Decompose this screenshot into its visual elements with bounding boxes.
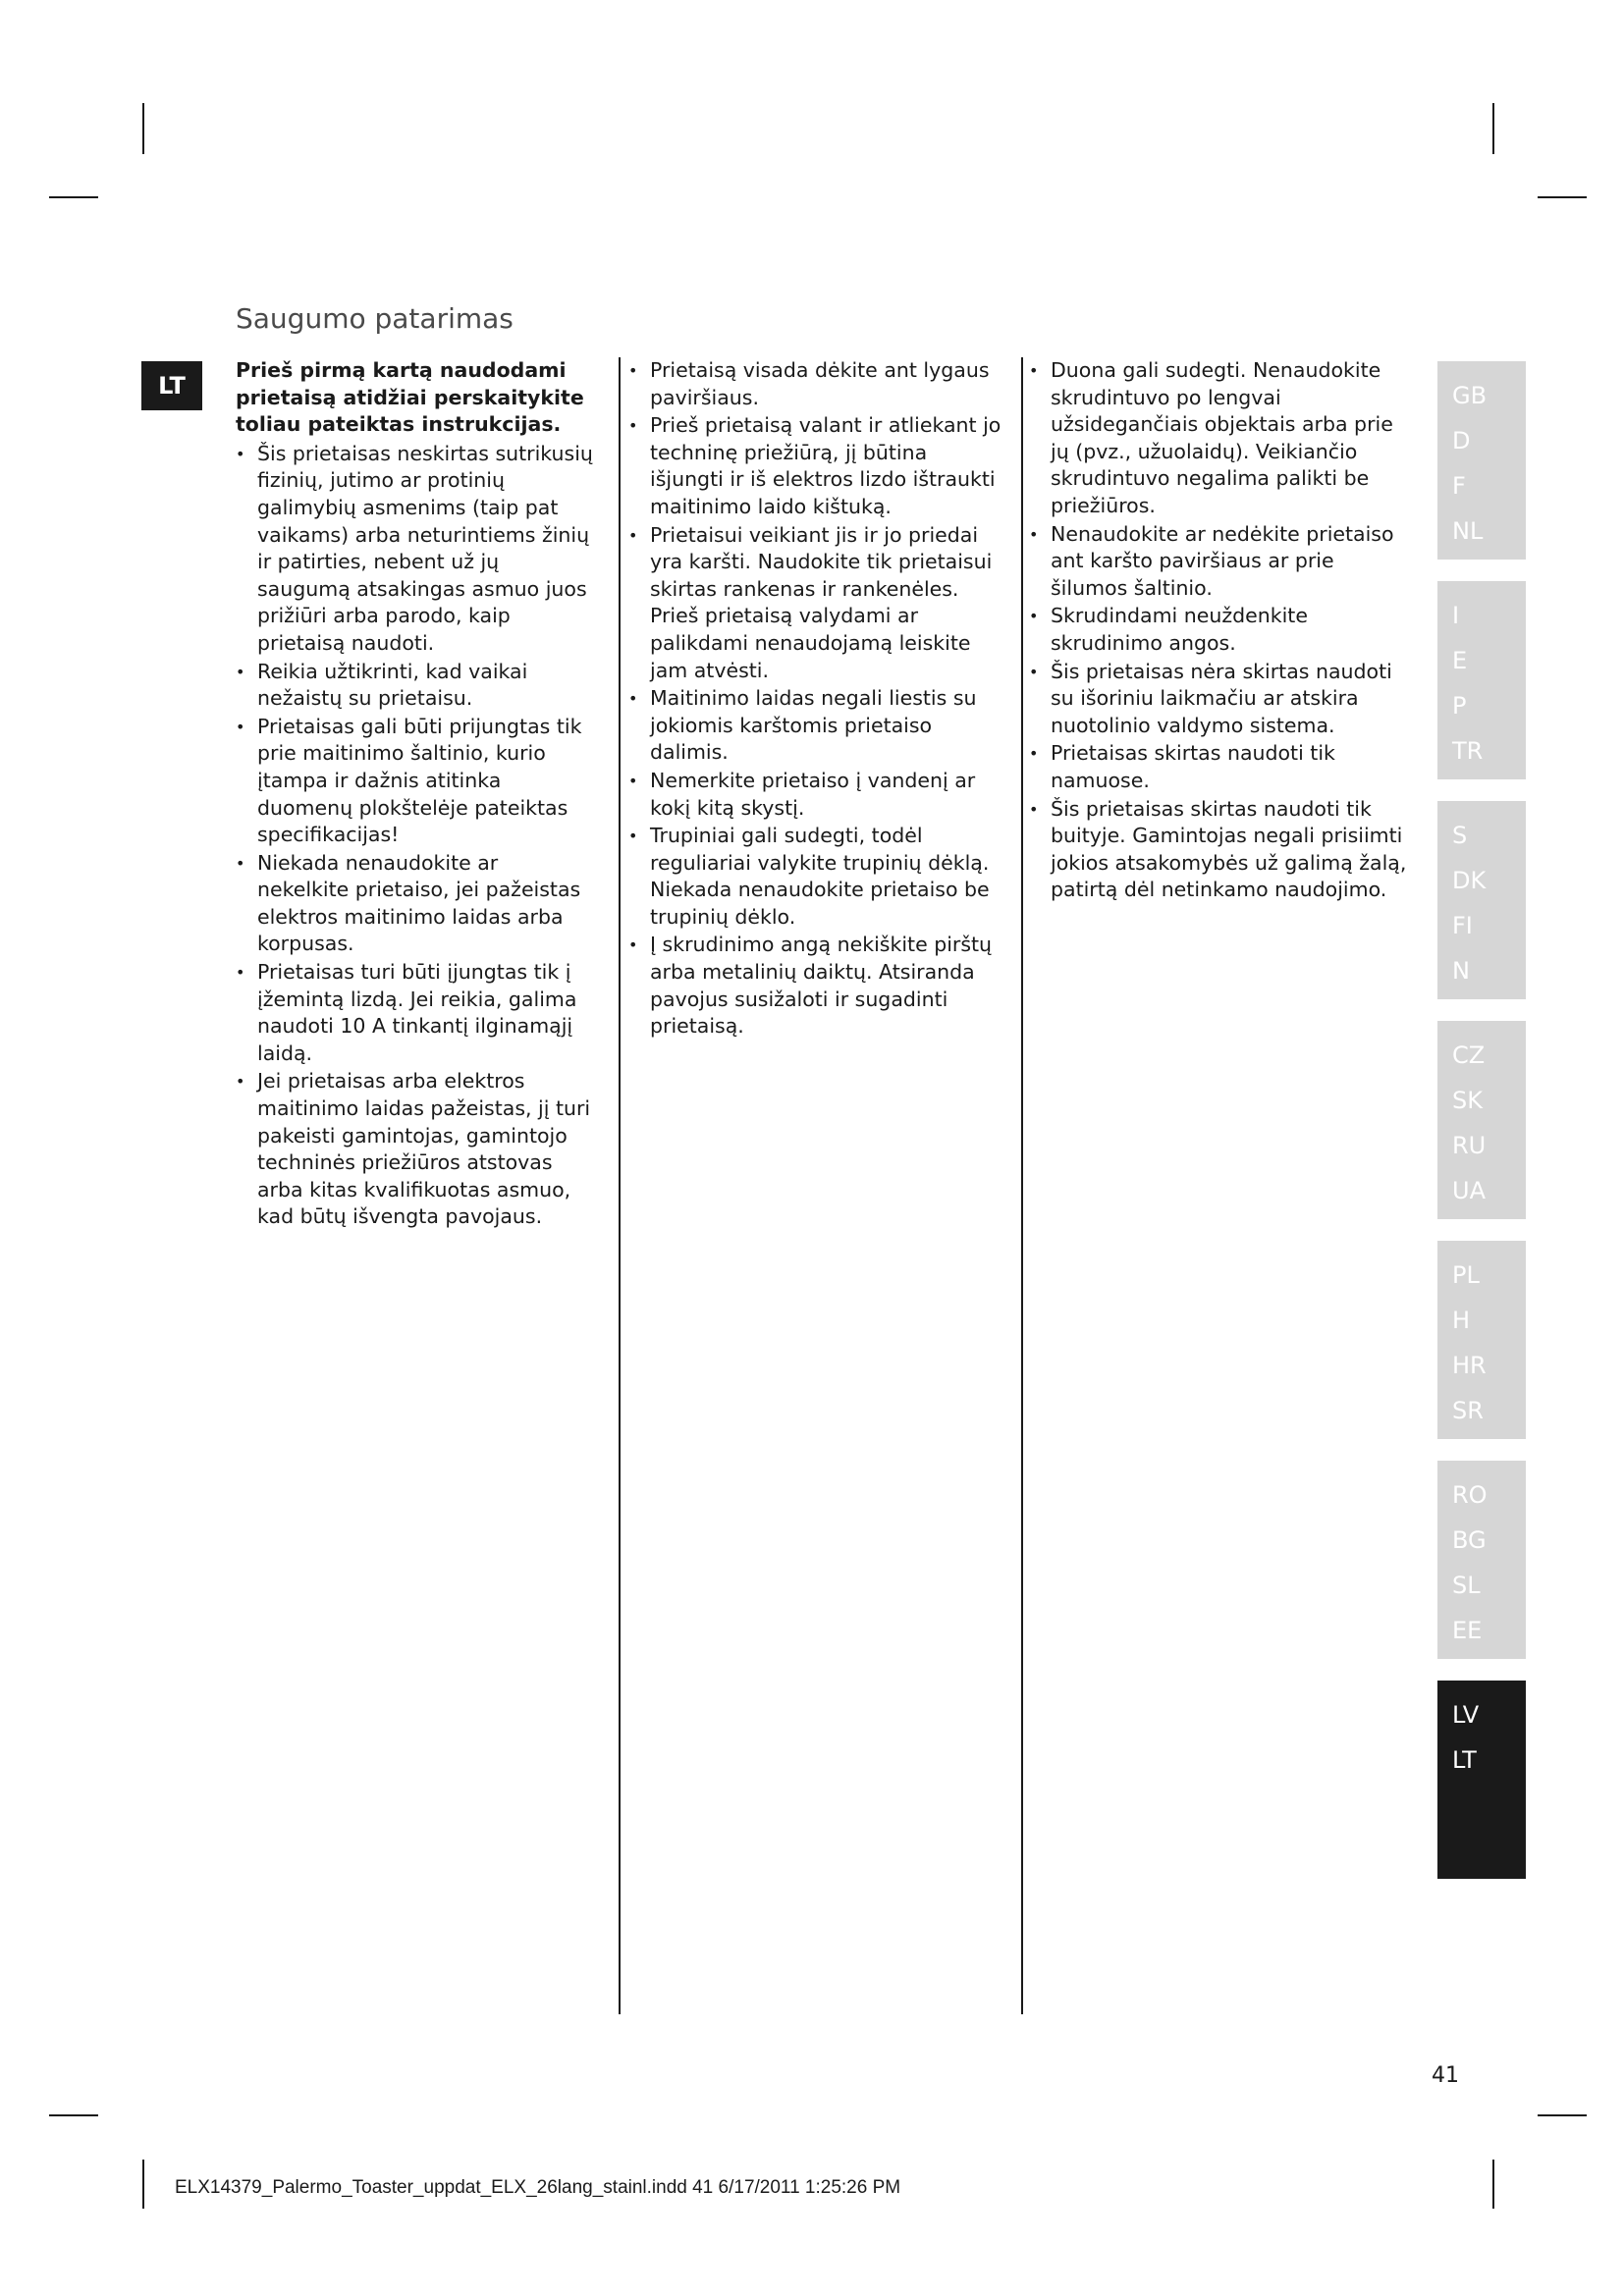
instructions-column-3 xyxy=(1029,357,1412,905)
crop-mark-top-left-horizontal xyxy=(49,196,98,198)
language-tab-item[interactable]: TR xyxy=(1452,737,1484,765)
list-item: • Niekada nenaudokite ar nekelkite prietaiso, jei pažeistas elektros maitinimo laidas arba korpusas. xyxy=(236,850,594,958)
language-tab-group-2[interactable] xyxy=(1437,581,1526,779)
list-item: • Prietaisas turi būti įjungtas tik į įžemintą lizdą. Jei reikia, galima naudoti 10 A tinkantį ilginamąjį laidą. xyxy=(236,959,594,1067)
list-item: • Trupiniai gali sudegti, todėl reguliariai valykite trupinių dėklą. Niekada nenaudokite prietaiso be trupinių dėklo. xyxy=(628,823,1001,931)
list-item: • Nenaudokite ar nedėkite prietaiso ant karšto paviršiaus ar prie šilumos šaltinio. xyxy=(1029,521,1412,603)
language-tab-item[interactable]: CZ xyxy=(1452,1041,1486,1069)
column-divider xyxy=(619,357,621,2014)
instructions-column-1 xyxy=(236,357,594,1232)
language-badge: LT xyxy=(141,361,202,410)
list-item: • Skrudindami neuždenkite skrudinimo angos. xyxy=(1029,603,1412,657)
language-tab-item[interactable]: SL xyxy=(1452,1572,1481,1599)
list-item: • Šis prietaisas skirtas naudoti tik buityje. Gamintojas negali prisiimti jokios atsakomybės už galimą žalą, patirtą dėl netinkamo naudojimo. xyxy=(1029,796,1412,904)
language-tab-item[interactable]: BG xyxy=(1452,1526,1487,1554)
language-tab-item[interactable]: SR xyxy=(1452,1397,1484,1424)
language-tab-item[interactable]: I xyxy=(1452,602,1460,629)
language-tab-item[interactable]: D xyxy=(1452,427,1471,454)
crop-mark-bottom-left-vertical xyxy=(142,2160,144,2209)
footer-slug: ELX14379_Palermo_Toaster_uppdat_ELX_26lang_stainl.indd 41 6/17/2011 1:25:26 PM xyxy=(175,2177,901,2198)
language-tab-item[interactable]: LV xyxy=(1452,1701,1480,1729)
language-tab-group-4[interactable] xyxy=(1437,1021,1526,1219)
list-item: • Maitinimo laidas negali liestis su jokiomis karštomis prietaiso dalimis. xyxy=(628,685,1001,767)
list-item: • Nemerkite prietaiso į vandenį ar kokį kitą skystį. xyxy=(628,768,1001,822)
list-item: • Prietaisas skirtas naudoti tik namuose. xyxy=(1029,740,1412,794)
crop-mark-top-left-vertical xyxy=(142,103,144,154)
language-tab-item[interactable]: HR xyxy=(1452,1352,1487,1379)
list-item: • Prieš prietaisą valant ir atliekant jo techninę priežiūrą, jį būtina išjungti ir iš elektros lizdo ištraukti maitinimo laido kištuką. xyxy=(628,412,1001,520)
language-tab-item[interactable]: SK xyxy=(1452,1087,1483,1114)
language-tab-group-1[interactable] xyxy=(1437,361,1526,560)
page-number: 41 xyxy=(1432,2063,1459,2088)
safety-list-3 xyxy=(1029,357,1412,904)
language-tab-item[interactable]: RO xyxy=(1452,1481,1488,1509)
crop-mark-bottom-right-vertical xyxy=(1492,2160,1494,2209)
language-tab-item[interactable]: DK xyxy=(1452,867,1487,894)
language-tab-item[interactable]: H xyxy=(1452,1307,1471,1334)
language-tab-item[interactable]: GB xyxy=(1452,382,1488,409)
column-divider xyxy=(1021,357,1023,2014)
language-tab-item[interactable]: E xyxy=(1452,647,1468,674)
language-tab-item[interactable]: S xyxy=(1452,822,1468,849)
language-tab-item[interactable]: NL xyxy=(1452,517,1484,545)
language-tab-item[interactable]: UA xyxy=(1452,1177,1486,1204)
list-item: • Šis prietaisas neskirtas sutrikusių fizinių, jutimo ar protinių galimybių asmenims (taip pat vaikams) arba neturintiems žinių ir patirties, nebent už jų saugumą atsakingas asmuo juos prižiūri arba parodo, kaip prietaisą naudoti. xyxy=(236,441,594,658)
language-tab-item[interactable]: RU xyxy=(1452,1132,1487,1159)
language-tab-item[interactable]: F xyxy=(1452,472,1466,500)
language-tab-group-3[interactable] xyxy=(1437,801,1526,999)
language-tab-item[interactable]: PL xyxy=(1452,1261,1480,1289)
instructions-column-2 xyxy=(628,357,1001,1041)
safety-list-1 xyxy=(236,441,594,1231)
language-tab-item[interactable]: N xyxy=(1452,957,1470,985)
language-tab-item[interactable]: LT xyxy=(1452,1746,1477,1774)
list-item: • Duona gali sudegti. Nenaudokite skrudintuvo po lengvai užsidegančiais objektais arba prie jų (pvz., užuolaidų). Veikiančio skrudintuvo negalima palikti be priežiūros. xyxy=(1029,357,1412,520)
list-item: • Jei prietaisas arba elektros maitinimo laidas pažeistas, jį turi pakeisti gamintojas, gamintojo techninės priežiūros atstovas arba kitas kvalifikuotas asmuo, kad būtų išvengta pavojaus. xyxy=(236,1068,594,1231)
list-item: • Prietaisą visada dėkite ant lygaus paviršiaus. xyxy=(628,357,1001,411)
language-tab-item[interactable]: FI xyxy=(1452,912,1473,939)
language-tab-group-5[interactable] xyxy=(1437,1241,1526,1439)
intro-text: Prieš pirmą kartą naudodami prietaisą atidžiai perskaitykite toliau pateiktas instrukcijas. xyxy=(236,358,584,437)
list-item: • Prietaisas gali būti prijungtas tik prie maitinimo šaltinio, kurio įtampa ir dažnis atitinka duomenų plokštelėje pateiktas specifikacijas! xyxy=(236,714,594,849)
list-item: • Reikia užtikrinti, kad vaikai nežaistų su prietaisu. xyxy=(236,659,594,713)
language-tab-group-6[interactable] xyxy=(1437,1461,1526,1659)
language-tab-group-7-active[interactable] xyxy=(1437,1681,1526,1879)
crop-mark-top-right-vertical xyxy=(1492,103,1494,154)
language-tab-item[interactable]: EE xyxy=(1452,1617,1483,1644)
crop-mark-bottom-right-horizontal xyxy=(1538,2114,1587,2116)
list-item: • Šis prietaisas nėra skirtas naudoti su išoriniu laikmačiu ar atskira nuotolinio valdymo sistema. xyxy=(1029,659,1412,740)
crop-mark-bottom-left-horizontal xyxy=(49,2114,98,2116)
section-title: Saugumo patarimas xyxy=(236,302,514,335)
list-item: • Į skrudinimo angą nekiškite pirštų arba metalinių daiktų. Atsiranda pavojus susižaloti ir sugadinti prietaisą. xyxy=(628,932,1001,1040)
list-item: • Prietaisui veikiant jis ir jo priedai yra karšti. Naudokite tik prietaisui skirtas rankenas ir rankenėles. Prieš prietaisą valydami ar palikdami nenaudojamą leiskite jam atvėsti. xyxy=(628,522,1001,685)
language-tab-item[interactable]: P xyxy=(1452,692,1467,720)
crop-mark-top-right-horizontal xyxy=(1538,196,1587,198)
safety-list-2 xyxy=(628,357,1001,1041)
